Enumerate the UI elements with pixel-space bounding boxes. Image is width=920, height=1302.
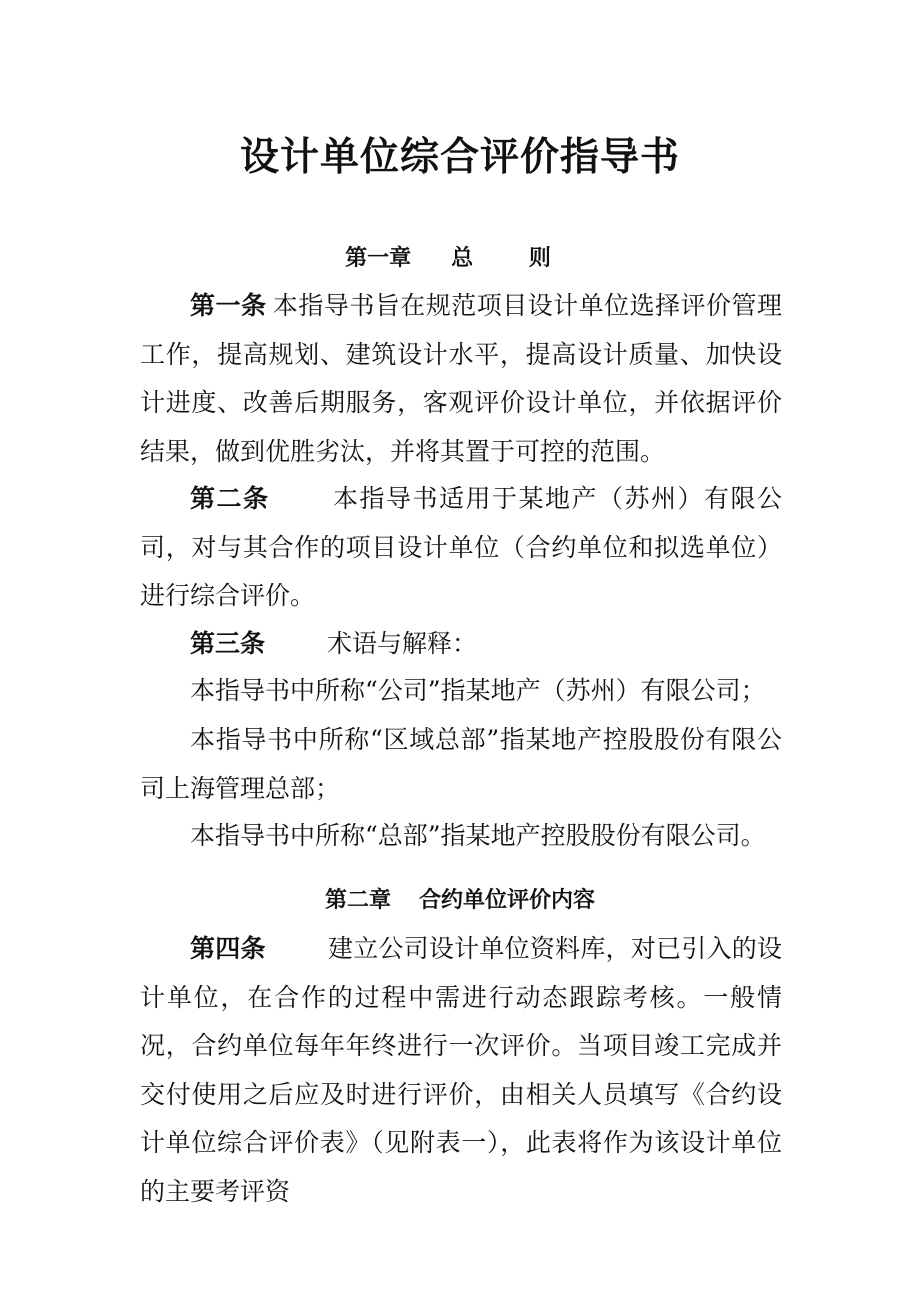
definition-company: 本指导书中所称“公司”指某地产（苏州）有限公司； xyxy=(190,676,766,705)
article-3-text: 术语与解释： xyxy=(327,629,478,658)
chapter-2-name: 合约单位评价内容 xyxy=(419,888,596,913)
chapter-1-number: 第一章 xyxy=(345,246,412,271)
article-3-label: 第三条 xyxy=(190,629,266,658)
article-2-text: 本指导书适用于某地产（苏州）有限公司，对与其合作的项目设计单位（合约单位和拟选单位）进行综合评价。 xyxy=(140,484,782,610)
article-4 xyxy=(140,925,782,1216)
document-title: 设计单位综合评价指导书 xyxy=(239,135,680,180)
article-1-label: 第一条 xyxy=(190,291,267,320)
article-3 xyxy=(140,620,782,669)
article-2 xyxy=(140,475,782,621)
article-4-text: 建立公司设计单位资料库，对已引入的设计单位，在合作的过程中需进行动态跟踪考核。一般情况，合约单位每年年终进行一次评价。当项目竣工完成并交付使用之后应及时进行评价，由相关人员填写《合约设计单位综合评价表》（见附表一），此表将作为该设计单位的主要考评资 xyxy=(140,934,782,1206)
article-1-text: 本指导书旨在规范项目设计单位选择评价管理工作，提高规划、建筑设计水平，提高设计质量、加快设计进度、改善后期服务，客观评价设计单位，并依据评价结果，做到优胜劣汰，并将其置于可控的范围。 xyxy=(140,291,782,466)
chapter-2-number: 第二章 xyxy=(324,888,391,913)
chapter-2-heading xyxy=(0,886,920,916)
article-2-label: 第二条 xyxy=(190,484,270,513)
chapter-1-heading xyxy=(0,244,920,274)
chapter-1-name: 总 则 xyxy=(451,246,575,271)
article-4-label: 第四条 xyxy=(190,934,266,963)
definition-hq: 本指导书中所称“总部”指某地产控股股份有限公司。 xyxy=(190,821,766,850)
definition-regional-hq: 本指导书中所称“区域总部”指某地产控股股份有限公司上海管理总部； xyxy=(140,725,782,803)
article-1 xyxy=(140,282,782,476)
